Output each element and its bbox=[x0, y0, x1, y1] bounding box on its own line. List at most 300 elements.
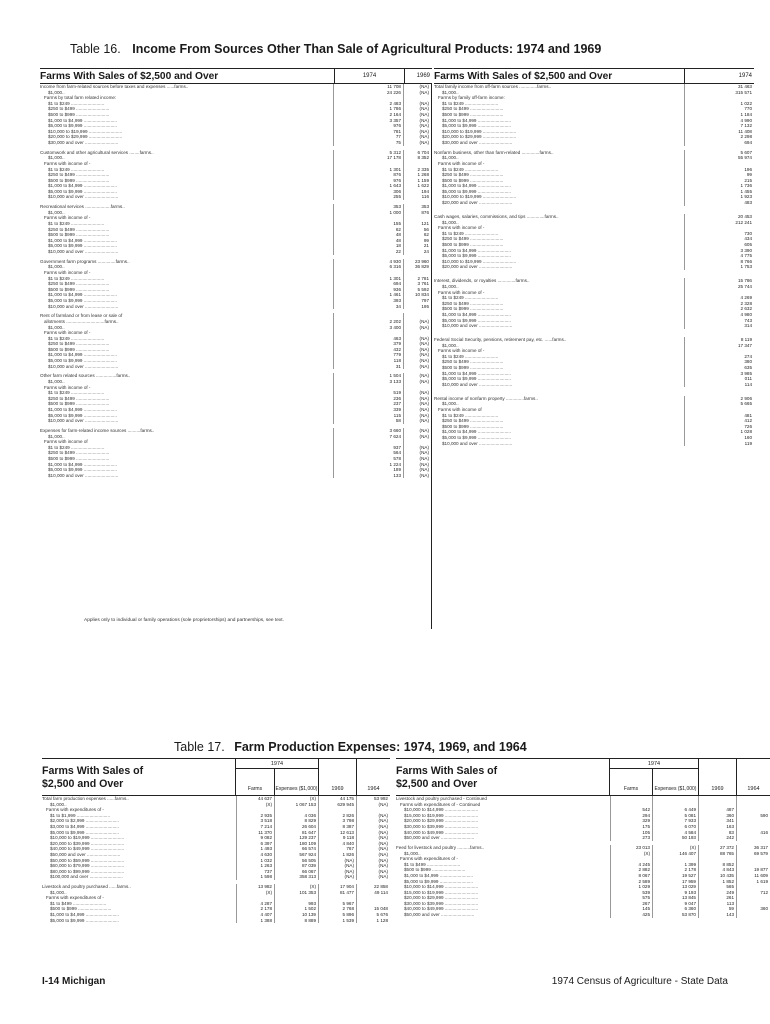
row-label: $10,000 and over .......................... bbox=[48, 472, 119, 478]
cell-1969: 10 435 bbox=[698, 873, 736, 879]
cell-1969: (NA) bbox=[403, 129, 431, 135]
row-label: $500 to $999 .......................... bbox=[442, 423, 504, 429]
cell-1974: 1 736 bbox=[684, 183, 754, 189]
cell-1969: (NA) bbox=[403, 90, 431, 96]
row-label: Nonfarm business, other than farm-related ..............farms.. bbox=[434, 149, 554, 155]
cell-1974: 2 906 bbox=[684, 396, 754, 402]
cell-1974: 3 660 bbox=[333, 428, 403, 434]
table17-title bbox=[174, 740, 527, 754]
cell-1969: 4 840 bbox=[318, 841, 356, 847]
table17-left-sub-expenses: Expenses ($1,000) bbox=[274, 769, 318, 795]
cell-expenses: 13 029 bbox=[652, 884, 698, 890]
cell-farms: 542 bbox=[610, 807, 652, 813]
row-label: $1,000 to $4,999 .......................... bbox=[48, 407, 117, 412]
row-label: $1,000.. bbox=[50, 801, 67, 807]
table17-right-group-label: 1974 bbox=[610, 759, 698, 769]
row-label: $3,000 to $4,999 .......................... bbox=[50, 823, 119, 829]
cell-farms: 2 882 bbox=[610, 867, 652, 873]
cell-1964: 49 114 bbox=[356, 890, 390, 896]
cell-1964: (NA) bbox=[356, 846, 390, 852]
cell-1974: 463 bbox=[333, 336, 403, 342]
cell-1969: 353 bbox=[403, 204, 431, 210]
row-label: $250 to $499 .......................... bbox=[442, 172, 504, 178]
table-row bbox=[40, 304, 431, 310]
row-label: $5,000 to $9,999 .......................... bbox=[442, 376, 511, 382]
cell-1974: 62 bbox=[333, 227, 403, 233]
cell-1974: 1 301 bbox=[333, 167, 403, 173]
table17-left-group-1974 bbox=[235, 759, 318, 795]
row-label: $1 to $249 .......................... bbox=[48, 166, 105, 172]
row-label: Customwork and other agricultural services ........farms.. bbox=[40, 149, 154, 155]
table16-right-panel bbox=[434, 68, 754, 446]
row-label: $1,000.. bbox=[442, 283, 459, 289]
row-label: Livestock and poultry purchased - Continued bbox=[396, 796, 487, 801]
cell-1974: 694 bbox=[684, 140, 754, 146]
row-label: $500 to $999 .......................... bbox=[442, 111, 504, 117]
cell-1969: 1 826 bbox=[318, 852, 356, 858]
cell-expenses: 26 604 bbox=[274, 824, 318, 830]
cell-1974: 393 bbox=[333, 298, 403, 304]
cell-1974: 1 224 bbox=[333, 462, 403, 468]
cell-1974: 481 bbox=[684, 413, 754, 419]
cell-1964: 1 619 bbox=[736, 879, 770, 885]
row-label: $500 to $999 .......................... bbox=[48, 455, 110, 461]
cell-1974: 34 bbox=[333, 304, 403, 310]
row-label: $1,000 to $4,999 .......................... bbox=[442, 311, 511, 317]
row-label: Farms with expenditures of - bbox=[400, 856, 458, 862]
cell-farms: (X) bbox=[236, 890, 274, 896]
cell-1974: 3 400 bbox=[333, 325, 403, 331]
cell-1974: 1 753 bbox=[684, 264, 754, 270]
table17-left-group-label: 1974 bbox=[236, 759, 318, 769]
table-row bbox=[434, 441, 754, 447]
cell-1974: 24 226 bbox=[333, 90, 403, 96]
cell-1974: 1 022 bbox=[684, 101, 754, 107]
cell-1969: 44 175 bbox=[318, 796, 356, 802]
cell-1974: 5 312 bbox=[333, 150, 403, 156]
row-label: $500 to $999 .......................... bbox=[404, 867, 466, 873]
cell-1969: (NA) bbox=[403, 434, 431, 440]
cell-1969: 88 765 bbox=[698, 851, 736, 857]
row-label: Farms with expenditures of - Continued bbox=[400, 801, 481, 807]
cell-1974: 3 390 bbox=[684, 248, 754, 254]
row-label: $500 to $999 .......................... bbox=[442, 306, 504, 312]
cell-1969: 5 592 bbox=[403, 287, 431, 293]
cell-1974: 1 461 bbox=[333, 292, 403, 298]
cell-1969: 1 159 bbox=[403, 178, 431, 184]
cell-farms: 1 263 bbox=[236, 863, 274, 869]
cell-expenses: 4 584 bbox=[652, 830, 698, 836]
cell-farms: 1 598 bbox=[236, 874, 274, 880]
cell-expenses: 358 313 bbox=[274, 874, 318, 880]
cell-expenses: 129 237 bbox=[274, 835, 318, 841]
cell-1969: (NA) bbox=[403, 358, 431, 364]
cell-1969: (NA) bbox=[403, 364, 431, 370]
cell-1969: 121 bbox=[403, 221, 431, 227]
table16-left-col-1969: 1969 bbox=[404, 69, 432, 83]
table-row bbox=[434, 323, 754, 329]
row-label: $5,000 to $9,999 .......................... bbox=[50, 829, 119, 835]
table-row bbox=[434, 264, 754, 270]
cell-expenses: 993 bbox=[274, 901, 318, 907]
cell-1974: 2 164 bbox=[333, 112, 403, 118]
cell-1974: 339 bbox=[333, 407, 403, 413]
cell-1974: 578 bbox=[333, 456, 403, 462]
row-label: $1,000 to $4,999 .......................... bbox=[50, 912, 119, 918]
row-label: $1,000.. bbox=[48, 433, 65, 439]
table17-right-col-1969: 1969 bbox=[698, 759, 736, 795]
cell-expenses: 5 081 bbox=[652, 813, 698, 819]
cell-1969: 8 387 bbox=[318, 824, 356, 830]
cell-1969: 56 bbox=[403, 227, 431, 233]
cell-1974: 48 bbox=[333, 238, 403, 244]
cell-1974: 17 347 bbox=[684, 343, 754, 349]
row-label: $1,000.. bbox=[48, 264, 65, 270]
row-label: $1,000.. bbox=[48, 155, 65, 161]
row-label: $1,000 to $4,999 .......................... bbox=[48, 461, 117, 467]
row-label: $5,000 to $9,999 .......................... bbox=[48, 467, 117, 473]
cell-1974: 1 184 bbox=[684, 112, 754, 118]
cell-farms: 294 bbox=[610, 813, 652, 819]
cell-1974: 434 bbox=[684, 236, 754, 242]
cell-1974: 58 bbox=[333, 418, 403, 424]
row-label: $1 to $249 .......................... bbox=[442, 295, 499, 301]
row-label: $1,000 to $4,999 .......................... bbox=[442, 429, 511, 435]
cell-1969: 565 bbox=[698, 884, 736, 890]
cell-1964: (NA) bbox=[356, 818, 390, 824]
row-label: $250 to $499 .......................... bbox=[442, 300, 504, 306]
cell-expenses: 17 959 bbox=[652, 879, 698, 885]
table-row bbox=[434, 382, 754, 388]
row-label: $250 to $499 .......................... bbox=[48, 341, 110, 347]
table17-left-header bbox=[42, 758, 390, 796]
table16-right-stub-header: Farms With Sales of $2,500 and Over bbox=[434, 71, 613, 82]
row-label: $20,000 and over .......................... bbox=[442, 200, 513, 206]
cell-1974: 3 985 bbox=[684, 371, 754, 377]
cell-1969: (NA) bbox=[403, 106, 431, 112]
cell-expenses: 4 036 bbox=[274, 813, 318, 819]
cell-1964: 712 bbox=[736, 890, 770, 896]
cell-1969: 99 bbox=[403, 238, 431, 244]
row-label: $20,000 to $39,999 .......................... bbox=[50, 840, 125, 846]
row-label: $2,000 to $2,999 .......................... bbox=[50, 818, 119, 824]
row-label: $10,000 and over .......................... bbox=[48, 303, 119, 309]
row-label: $10,000 to $14,999 .......................... bbox=[404, 807, 479, 813]
cell-1974: 11 408 bbox=[684, 129, 754, 135]
cell-farms: 2 935 bbox=[236, 813, 274, 819]
cell-1964: 1 128 bbox=[356, 918, 390, 924]
table17-left-stub-line2: $2,500 and Over bbox=[42, 777, 124, 790]
cell-farms: 4 245 bbox=[610, 862, 652, 868]
cell-1974: 20 453 bbox=[684, 214, 754, 220]
cell-1969: 261 bbox=[698, 895, 736, 901]
cell-1974: 1 028 bbox=[684, 429, 754, 435]
row-label: $1,000 to $4,999 .......................... bbox=[48, 292, 117, 298]
cell-1974: 976 bbox=[333, 178, 403, 184]
cell-1969: (NA) bbox=[403, 341, 431, 347]
cell-1969: 2 335 bbox=[403, 167, 431, 173]
row-label: Farms with income of - bbox=[44, 330, 91, 336]
row-label: $250 to $499 .......................... bbox=[442, 236, 504, 242]
cell-1964: (NA) bbox=[356, 830, 390, 836]
cell-expenses: 66 574 bbox=[274, 846, 318, 852]
table17-left-col-1964: 1964 bbox=[356, 759, 390, 795]
table17-left-col-1969: 1969 bbox=[318, 759, 356, 795]
row-label: Recreational services ....................farms.. bbox=[40, 204, 125, 210]
cell-1974: 779 bbox=[333, 352, 403, 358]
row-label: $5,000 to $9,999 .......................... bbox=[48, 297, 117, 303]
row-label: Government farm programs ..............farms.. bbox=[40, 258, 130, 264]
cell-1974: 694 bbox=[333, 281, 403, 287]
row-label: $10,000 and over .......................... bbox=[442, 323, 513, 329]
cell-farms: 2 589 bbox=[610, 879, 652, 885]
cell-expenses: 101 353 bbox=[274, 890, 318, 896]
cell-1974: 77 bbox=[333, 134, 403, 140]
cell-expenses: 66 067 bbox=[274, 869, 318, 875]
row-label: $5,000 to $9,999 .......................... bbox=[48, 243, 117, 249]
cell-farms: 575 bbox=[610, 895, 652, 901]
row-label: $1,000 to $4,999 .......................... bbox=[442, 183, 511, 189]
table16-right-rows bbox=[434, 84, 754, 446]
cell-expenses: 9 047 bbox=[652, 901, 698, 907]
cell-1974: 237 bbox=[333, 401, 403, 407]
cell-1974: 306 bbox=[333, 189, 403, 195]
row-label: Farms with expenditures of - bbox=[46, 895, 104, 901]
cell-expenses: 6 070 bbox=[652, 824, 698, 830]
cell-farms: 7 214 bbox=[236, 824, 274, 830]
table17-right-rows bbox=[396, 796, 770, 996]
cell-1974: 3 133 bbox=[333, 379, 403, 385]
cell-1974: 1 504 bbox=[333, 373, 403, 379]
row-label: $500 to $999 .......................... bbox=[48, 346, 110, 352]
cell-farms: 4 630 bbox=[236, 852, 274, 858]
cell-expenses: 1 502 bbox=[274, 906, 318, 912]
cell-1969: 21 bbox=[403, 243, 431, 249]
cell-1969: (NA) bbox=[403, 373, 431, 379]
row-label: $1 to $249 .......................... bbox=[442, 230, 499, 236]
cell-1974: 18 bbox=[333, 243, 403, 249]
page-footer-left: I-14 Michigan bbox=[42, 976, 106, 987]
row-label: Rental income of nonfarm property ..............farms.. bbox=[434, 395, 538, 401]
cell-1969: 797 bbox=[403, 298, 431, 304]
table17-right-stub-line1: Farms With Sales of bbox=[396, 765, 498, 777]
row-label: $1,000.. bbox=[404, 850, 421, 856]
cell-farms: (X) bbox=[236, 802, 274, 808]
row-label: Farms with expenditures of - bbox=[46, 807, 104, 813]
table-row bbox=[42, 918, 390, 924]
row-label: $15,000 to $19,999 .......................... bbox=[404, 812, 479, 818]
cell-1969: 113 bbox=[698, 901, 736, 907]
cell-1969: 116 bbox=[403, 194, 431, 200]
row-label: $1,000.. bbox=[442, 155, 459, 161]
row-label: $1,000 to $4,999 .......................... bbox=[404, 872, 473, 878]
cell-1964: (NA) bbox=[356, 858, 390, 864]
row-label: $100,000 and over .......................... bbox=[50, 874, 123, 880]
cell-1964: 11 609 bbox=[736, 873, 770, 879]
table-row bbox=[396, 912, 770, 918]
cell-1969: 5 967 bbox=[318, 901, 356, 907]
cell-1969: (NA) bbox=[403, 101, 431, 107]
cell-1974: 011 bbox=[684, 376, 754, 382]
cell-expenses: 8 889 bbox=[274, 918, 318, 924]
row-label: Interest, dividends, or royalties ..............farms.. bbox=[434, 278, 530, 284]
row-label: $10,000 and over .......................... bbox=[48, 249, 119, 254]
cell-1974: 4 930 bbox=[333, 259, 403, 265]
cell-1969: 163 bbox=[698, 824, 736, 830]
table-row bbox=[434, 200, 754, 206]
cell-1969: (NA) bbox=[403, 462, 431, 468]
cell-expenses: 6 449 bbox=[652, 807, 698, 813]
cell-1974: 5 607 bbox=[684, 150, 754, 156]
cell-farms: 1 493 bbox=[236, 846, 274, 852]
cell-expenses: 6 360 bbox=[652, 906, 698, 912]
cell-1964: (NA) bbox=[356, 863, 390, 869]
cell-expenses: 19 527 bbox=[652, 873, 698, 879]
row-label: $1,000 to $4,999 .......................... bbox=[48, 117, 117, 123]
row-label: Farms with income of - bbox=[438, 289, 485, 295]
cell-1969: 2 781 bbox=[403, 276, 431, 282]
cell-farms: 737 bbox=[236, 869, 274, 875]
cell-expenses: (X) bbox=[274, 884, 318, 890]
row-label: $5,000 to $9,999 .......................... bbox=[50, 917, 119, 923]
cell-1974: 1 301 bbox=[333, 276, 403, 282]
row-label: $250 to $499 .......................... bbox=[442, 106, 504, 112]
row-label: Livestock and poultry purchased ......farms.. bbox=[42, 884, 131, 890]
cell-1974: 7 132 bbox=[684, 123, 754, 129]
row-label: $1,000 to $4,999 .......................... bbox=[442, 370, 511, 376]
row-label: $30,000 to $39,999 .......................... bbox=[404, 823, 479, 829]
cell-1964: 36 317 bbox=[736, 845, 770, 851]
cell-farms: 13 982 bbox=[236, 884, 274, 890]
cell-1969: (NA) bbox=[403, 112, 431, 118]
row-label: $20,000 and over .......................... bbox=[442, 264, 513, 270]
cell-1969: 10 834 bbox=[403, 292, 431, 298]
row-label: $20,000 to $29,999 .......................... bbox=[442, 134, 517, 140]
cell-1974: 5 665 bbox=[684, 401, 754, 407]
cell-1969: (NA) bbox=[403, 413, 431, 419]
cell-1974: 380 bbox=[684, 359, 754, 365]
cell-1974: 936 bbox=[333, 287, 403, 293]
cell-expenses: 10 139 bbox=[274, 912, 318, 918]
cell-1974: 236 bbox=[333, 396, 403, 402]
row-label: $80,000 to $99,999 .......................... bbox=[50, 868, 125, 874]
page-footer-right: 1974 Census of Agriculture - State Data bbox=[551, 976, 728, 987]
cell-1969: (NA) bbox=[403, 467, 431, 473]
row-label: $1,000 to $4,999 .......................... bbox=[48, 183, 117, 189]
cell-1974: 432 bbox=[333, 347, 403, 353]
cell-1969: 876 bbox=[403, 210, 431, 216]
cell-1974: 118 bbox=[333, 358, 403, 364]
cell-expenses: 146 407 bbox=[652, 851, 698, 857]
row-label: $5,000 to $9,999 .......................... bbox=[442, 434, 511, 440]
cell-1974: 6 316 bbox=[333, 264, 403, 270]
cell-expenses: 13 845 bbox=[652, 895, 698, 901]
row-label: $250 to $499 .......................... bbox=[442, 359, 504, 365]
row-label: $10,000 to $19,999 .......................... bbox=[442, 258, 517, 264]
row-label: $250 to $499 .......................... bbox=[48, 106, 110, 112]
cell-expenses: 180 109 bbox=[274, 841, 318, 847]
cell-1974: 7 624 bbox=[333, 434, 403, 440]
cell-1969: 2 826 bbox=[318, 813, 356, 819]
row-label: Expenses for farm-related income sources ..........farms.. bbox=[40, 427, 155, 433]
cell-1969: (NA) bbox=[403, 347, 431, 353]
row-label: $250 to $499 .......................... bbox=[48, 281, 110, 287]
cell-1969: (NA) bbox=[403, 84, 431, 90]
table17-right-header bbox=[396, 758, 770, 796]
table-row bbox=[40, 140, 431, 146]
cell-1974: 8 119 bbox=[684, 337, 754, 343]
cell-1969: (NA) bbox=[318, 858, 356, 864]
cell-1974: 3 357 bbox=[333, 118, 403, 124]
cell-1974: 274 bbox=[684, 354, 754, 360]
cell-1974: 1 786 bbox=[333, 106, 403, 112]
cell-1974: 781 bbox=[333, 129, 403, 135]
cell-1969: 9 118 bbox=[318, 835, 356, 841]
cell-1969: 629 945 bbox=[318, 802, 356, 808]
row-label: $1 to $249 .......................... bbox=[442, 412, 499, 418]
row-label: $1,000.. bbox=[442, 401, 459, 407]
row-label: $50,000 and over .......................... bbox=[404, 912, 475, 918]
cell-farms: 539 bbox=[610, 890, 652, 896]
cell-1969: (NA) bbox=[318, 869, 356, 875]
cell-1969: 1 622 bbox=[403, 183, 431, 189]
cell-farms: 4 287 bbox=[236, 901, 274, 907]
cell-1969: (NA) bbox=[403, 319, 431, 325]
table-row bbox=[40, 249, 431, 255]
cell-1969: (NA) bbox=[403, 118, 431, 124]
cell-1964: 590 bbox=[736, 813, 770, 819]
row-label: $10,000 to $19,999 .......................... bbox=[442, 128, 517, 134]
cell-1974: 2 632 bbox=[684, 306, 754, 312]
row-label: $500 to $999 .......................... bbox=[48, 232, 110, 238]
cell-farms: 175 bbox=[610, 824, 652, 830]
cell-1969: (NA) bbox=[318, 863, 356, 869]
cell-1974: 635 bbox=[684, 365, 754, 371]
cell-1974: 25 744 bbox=[684, 284, 754, 290]
row-label: $500 to $999 .......................... bbox=[48, 177, 110, 183]
cell-1964: 5 676 bbox=[356, 912, 390, 918]
cell-farms: 9 082 bbox=[236, 835, 274, 841]
row-label: Income from farm-related sources before taxes and expenses ......farms.. bbox=[40, 84, 189, 89]
row-label: Other farm related sources ................farms.. bbox=[40, 373, 131, 379]
row-label: Feed for livestock and poultry ..........farms.. bbox=[396, 844, 485, 850]
cell-1974: 564 bbox=[333, 450, 403, 456]
row-label: $1,000.. bbox=[48, 379, 65, 385]
cell-1974: 4 269 bbox=[684, 295, 754, 301]
cell-expenses: 2 178 bbox=[652, 867, 698, 873]
cell-1969: (NA) bbox=[318, 874, 356, 880]
table17-title-text: Farm Production Expenses: 1974, 1969, and 1964 bbox=[234, 740, 527, 754]
table-row bbox=[434, 140, 754, 146]
table-row bbox=[42, 874, 390, 880]
cell-1974: 255 bbox=[333, 194, 403, 200]
cell-1964: (NA) bbox=[356, 802, 390, 808]
row-label: $5,000 to $9,999 .......................... bbox=[442, 253, 511, 259]
cell-farms: 44 637 bbox=[236, 796, 274, 802]
cell-expenses: 9 193 bbox=[652, 890, 698, 896]
cell-1974: 937 bbox=[333, 445, 403, 451]
cell-1964: 360 bbox=[736, 906, 770, 912]
cell-1969: 5 896 bbox=[318, 912, 356, 918]
cell-1969: 17 904 bbox=[318, 884, 356, 890]
cell-farms: 329 bbox=[610, 818, 652, 824]
cell-1969: (NA) bbox=[403, 396, 431, 402]
row-label: $60,000 to $79,999 .......................... bbox=[50, 863, 125, 869]
row-label: $15,000 to $19,999 .......................... bbox=[404, 889, 479, 895]
cell-1974: 155 bbox=[333, 221, 403, 227]
cell-farms: 267 bbox=[610, 901, 652, 907]
cell-1974: 133 bbox=[333, 473, 403, 479]
